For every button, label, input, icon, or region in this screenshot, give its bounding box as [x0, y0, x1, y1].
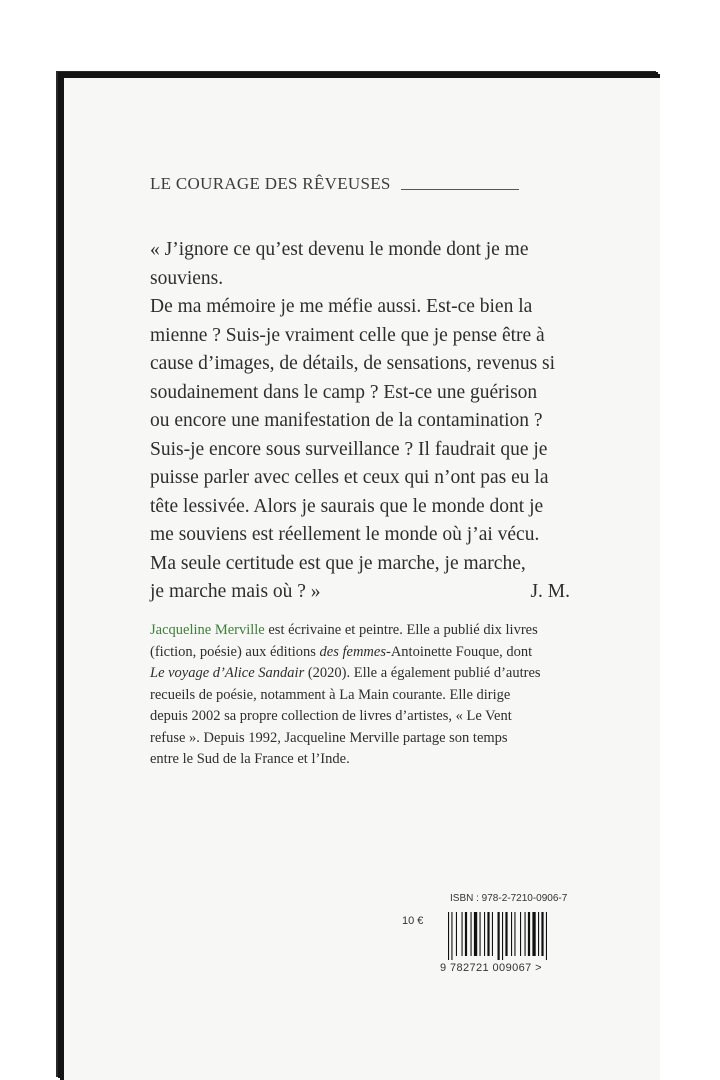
- bio-line: [150, 642, 574, 664]
- price-label: 10 €: [402, 915, 424, 927]
- quote-line: mienne ? Suis-je vraiment celle que je pense être à: [150, 324, 545, 346]
- quote-line: Suis-je encore sous surveillance ? Il faudrait que je: [150, 438, 548, 460]
- blurb-quote: [150, 236, 570, 607]
- bio-text: (fiction, poésie) aux éditions: [150, 643, 320, 660]
- barcode-number: 9 782721 009067 >: [440, 962, 542, 974]
- author-bio: [150, 620, 574, 771]
- bio-text: est écrivaine et peintre. Elle a publié dix livres: [264, 622, 538, 638]
- bio-text: (2020). Elle a également publié d’autres: [304, 665, 541, 681]
- quote-line: De ma mémoire je me méfie aussi. Est-ce bien la: [150, 296, 533, 317]
- book-reference: Le voyage d’Alice Sandair: [150, 665, 305, 681]
- quote-line: cause d’images, de détails, de sensations, revenus si: [150, 353, 556, 374]
- quote-line: me souviens est réellement le monde où j’ai vécu.: [150, 524, 540, 545]
- quote-line: soudainement dans le camp ? Est-ce une guérison: [150, 381, 538, 403]
- quote-signature: J. M.: [530, 581, 570, 602]
- quote-last-line: [150, 578, 570, 607]
- bio-line: recueils de poésie, notamment à La Main courante. Elle dirige: [150, 686, 511, 703]
- quote-line: souviens.: [150, 267, 224, 289]
- quote-line: ou encore une manifestation de la contamination ?: [150, 410, 543, 431]
- bio-text: -Antoinette Fouque, dont: [385, 643, 533, 660]
- bio-line: [150, 620, 574, 642]
- isbn-label: ISBN : 978-2-7210-0906-7: [450, 893, 568, 904]
- quote-line: puisse parler avec celles et ceux qui n’ont pas eu la: [150, 467, 549, 488]
- author-name: Jacqueline Merville: [150, 622, 265, 638]
- quote-line: Ma seule certitude est que je marche, je marche,: [150, 552, 526, 574]
- barcode: [448, 912, 558, 960]
- book-title: LE COURAGE DES RÊVEUSES: [150, 174, 391, 193]
- quote-line: « J’ignore ce qu’est devenu le monde dont je me: [150, 239, 529, 260]
- bio-line: refuse ». Depuis 1992, Jacqueline Merville partage son temps: [150, 729, 508, 746]
- quote-line: je marche mais où ? »: [150, 581, 321, 602]
- bio-line: entre le Sud de la France et l’Inde.: [150, 751, 350, 767]
- title-rule: [401, 189, 519, 190]
- quote-line: tête lessivée. Alors je saurais que le monde dont je: [150, 495, 544, 517]
- bio-line: depuis 2002 sa propre collection de livres d’artistes, « Le Vent: [150, 708, 512, 724]
- publisher-name: des femmes: [319, 643, 386, 660]
- bio-line: [150, 663, 574, 685]
- book-title-heading: [150, 174, 519, 194]
